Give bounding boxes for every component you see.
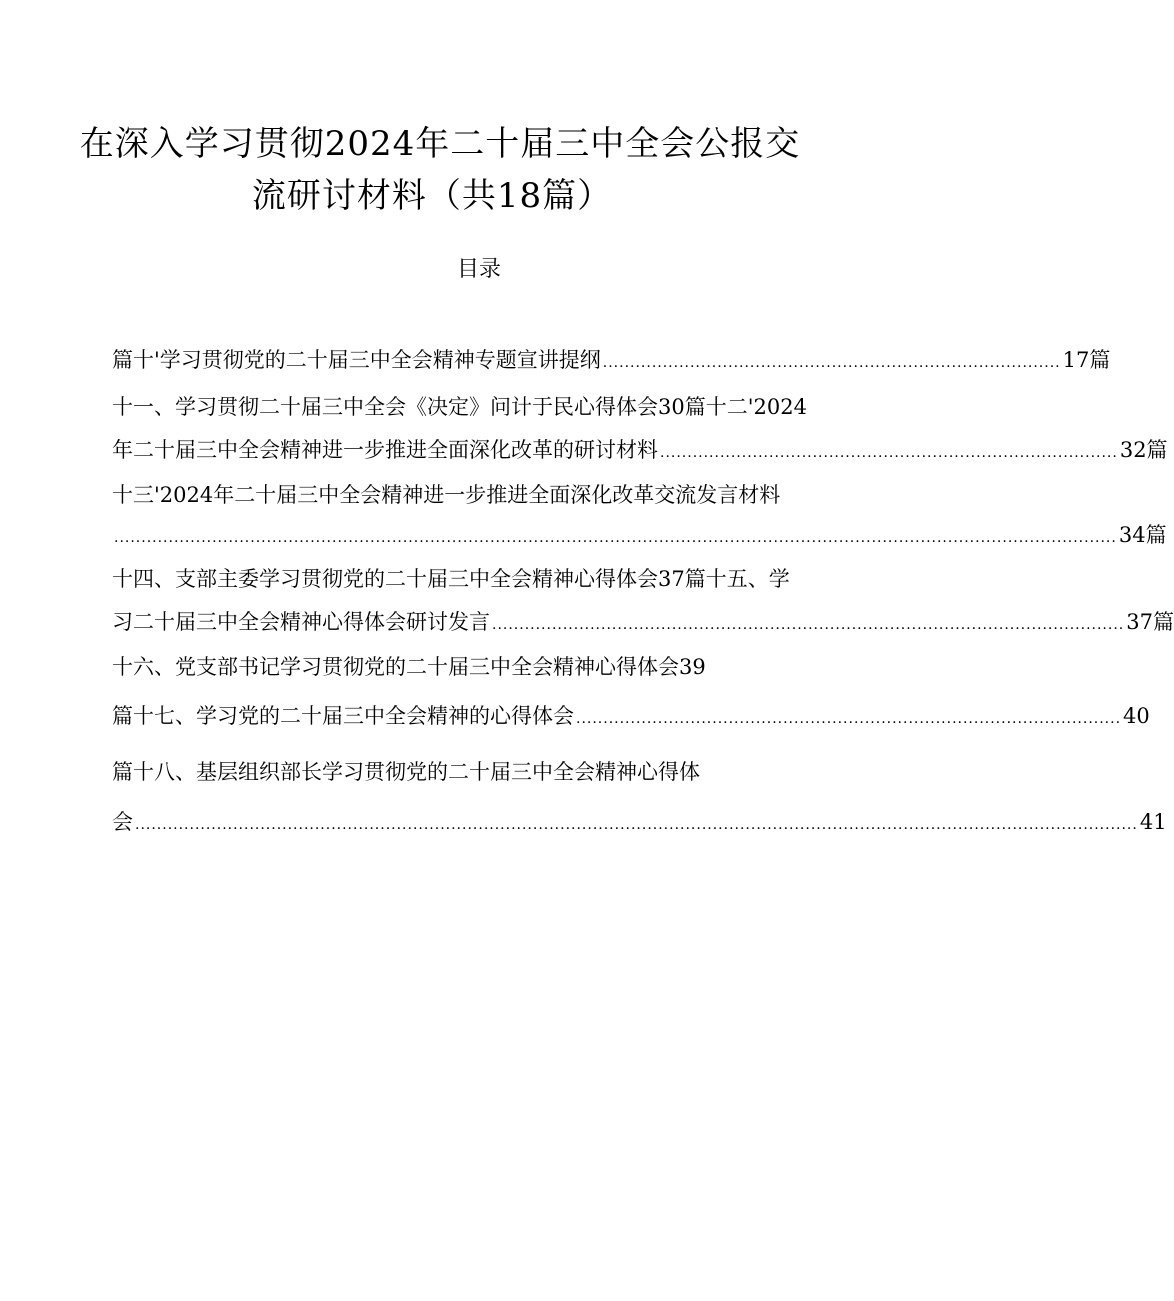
document-title-line-2: 流研讨材料（共18篇） (251, 176, 613, 216)
toc-page-number: 41 (1139, 810, 1167, 834)
toc-page-number: 37篇 (1126, 610, 1174, 634)
toc-leader-dots: .................................................................................... (602, 355, 1061, 371)
toc-leader-dots: ........................................................................................................................................................................................ (114, 530, 1117, 546)
toc-entry-text: 会 (112, 810, 133, 834)
toc-entry-18-continued[interactable] (112, 808, 1167, 836)
toc-entry-text: 篇十'学习贯彻党的二十届三中全会精神专题宣讲提纲 (112, 348, 601, 372)
toc-entry-text: 篇十八、基层组织部长学习贯彻党的二十届三中全会精神心得体 (112, 760, 700, 784)
toc-entry-text: 十一、学习贯彻二十届三中全会《决定》问计于民心得体会30篇十二'2024 (112, 395, 807, 419)
toc-page-number: 34篇 (1118, 523, 1167, 547)
toc-page-number: 17篇 (1062, 348, 1111, 372)
toc-entry-18[interactable] (112, 758, 832, 786)
toc-heading: 目录 (456, 257, 501, 282)
document-title-line-1: 在深入学习贯彻2024年二十届三中全会公报交 (79, 124, 801, 164)
toc-entry-text: 十四、支部主委学习贯彻党的二十届三中全会精神心得体会37篇十五、学 (112, 567, 790, 591)
toc-page-number: 40 (1123, 704, 1150, 728)
toc-entry-12-continued[interactable] (112, 436, 1168, 464)
toc-entry-text: 十三'2024年二十届三中全会精神进一步推进全面深化改革交流发言材料 (112, 483, 781, 507)
toc-entry-15-continued[interactable] (112, 608, 1174, 636)
toc-entry-text: 习二十届三中全会精神心得体会研讨发言 (112, 610, 490, 634)
toc-entry-17[interactable] (112, 702, 1150, 730)
toc-leader-dots: .................................................................................................................... (492, 617, 1125, 633)
toc-entry-10[interactable] (112, 346, 1111, 374)
toc-page-number: 32篇 (1119, 438, 1168, 462)
toc-entry-11[interactable] (112, 393, 832, 421)
toc-entry-13-continued[interactable] (112, 521, 1167, 549)
toc-leader-dots: ........................................................................................................................................................................................ (135, 817, 1138, 833)
toc-leader-dots: .................................................................................................... (576, 711, 1122, 727)
toc-entry-text: 十六、党支部书记学习贯彻党的二十届三中全会精神心得体会39 (112, 655, 706, 679)
toc-entry-14[interactable] (112, 565, 832, 593)
toc-entry-13[interactable] (112, 481, 832, 509)
toc-entry-text: 篇十七、学习党的二十届三中全会精神的心得体会 (112, 704, 574, 728)
toc-entry-text: 年二十届三中全会精神进一步推进全面深化改革的研讨材料 (112, 438, 658, 462)
toc-leader-dots: .................................................................................... (660, 445, 1118, 461)
toc-entry-16[interactable] (112, 653, 832, 681)
